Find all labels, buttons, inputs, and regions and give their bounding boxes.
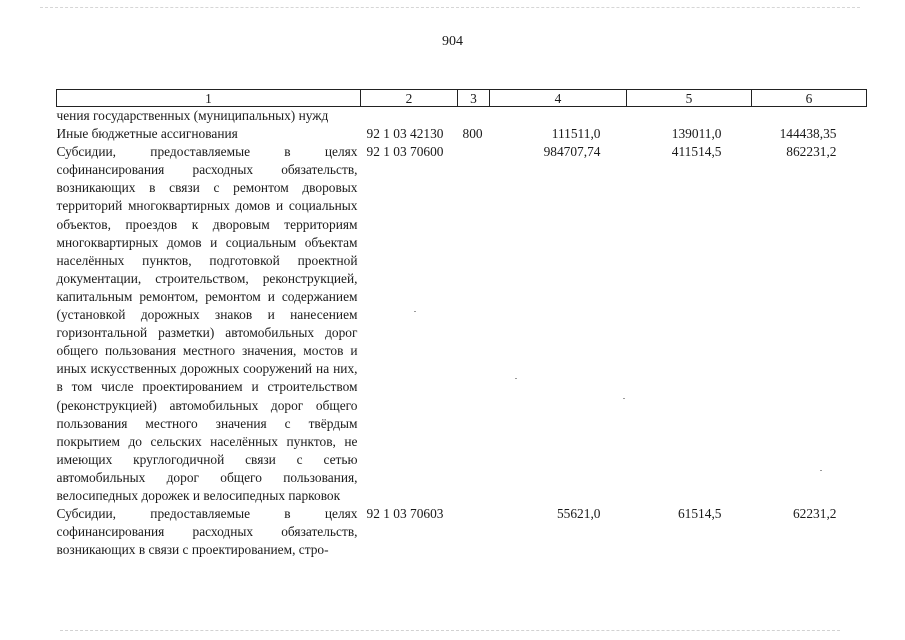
scan-edge-bottom: [60, 630, 840, 632]
target-article-code: 92 1 03 70600: [366, 144, 444, 160]
target-article-code: 92 1 03 70603: [366, 506, 444, 522]
expense-type-code: [458, 505, 490, 559]
column-header: 1: [57, 90, 361, 107]
page-number: 904: [442, 34, 463, 49]
table-row: [57, 125, 867, 143]
scan-speck: [515, 378, 517, 379]
table-row: [57, 107, 867, 126]
scan-edge-top: [40, 7, 860, 9]
amount-col4: 111511,0: [551, 126, 601, 142]
amount-col4: 55621,0: [556, 506, 601, 522]
expense-name: Субсидии, предоставляемые в целях софинансирования расходных обязательств, возникающих в связи с ремонтом дворовых территорий многоквартирных домов и социальных объектов, проездов к дворовым территориям многоквартирных домов и социальным объектам населённых пунктов, подготовкой проектной документации, строительством, реконструкцией, капитальным ремонтом, ремонтом и содержанием (установкой дорожных знаков и нанесением горизонтальной разметки) автомобильных дорог общего пользования местного значения, мостов и иных искусственных дорожных сооружений на них, в том числе проектированием и строительством (реконструкцией) автомобильных дорог общего пользования местного значения с твёрдым покрытием до сельских населённых пунктов, не имеющих круглогодичной связи с сетью автомобильных дорог общего пользования, велосипедных дорожек и велосипедных парковок: [56, 144, 358, 503]
amount-col5: 411514,5: [671, 144, 722, 160]
column-number-row: [57, 90, 867, 107]
expense-name: Иные бюджетные ассигнования: [56, 126, 238, 142]
amount-col6: 862231,2: [786, 144, 837, 160]
table-row: [57, 143, 867, 505]
table-row: [57, 505, 867, 559]
amount-col6: [752, 107, 867, 126]
amount-col5: [627, 107, 752, 126]
column-header: 2: [361, 90, 458, 107]
scan-speck: [623, 398, 625, 399]
amount-col6: 144438,35: [779, 126, 837, 142]
expense-type-code: 800: [462, 126, 483, 142]
scan-speck: [820, 470, 822, 471]
amount-col4: 984707,74: [543, 144, 601, 160]
column-header: 6: [752, 90, 867, 107]
amount-col5: 139011,0: [671, 126, 722, 142]
amount-col6: 62231,2: [792, 506, 837, 522]
target-article-code: 92 1 03 42130: [366, 126, 444, 142]
amount-col5: 61514,5: [677, 506, 722, 522]
budget-table: [56, 89, 867, 559]
column-header: 3: [458, 90, 490, 107]
expense-name: чения государственных (муниципальных) нужд: [56, 108, 329, 123]
target-article-code: [361, 107, 458, 126]
column-header: 4: [490, 90, 627, 107]
expense-name: Субсидии, предоставляемые в целях софинансирования расходных обязательств, возникающих в связи с проектированием, стро-: [56, 506, 358, 558]
amount-col4: [490, 107, 627, 126]
expense-type-code: [458, 107, 490, 126]
expense-type-code: [458, 143, 490, 505]
column-header: 5: [627, 90, 752, 107]
scan-speck: [414, 311, 416, 312]
